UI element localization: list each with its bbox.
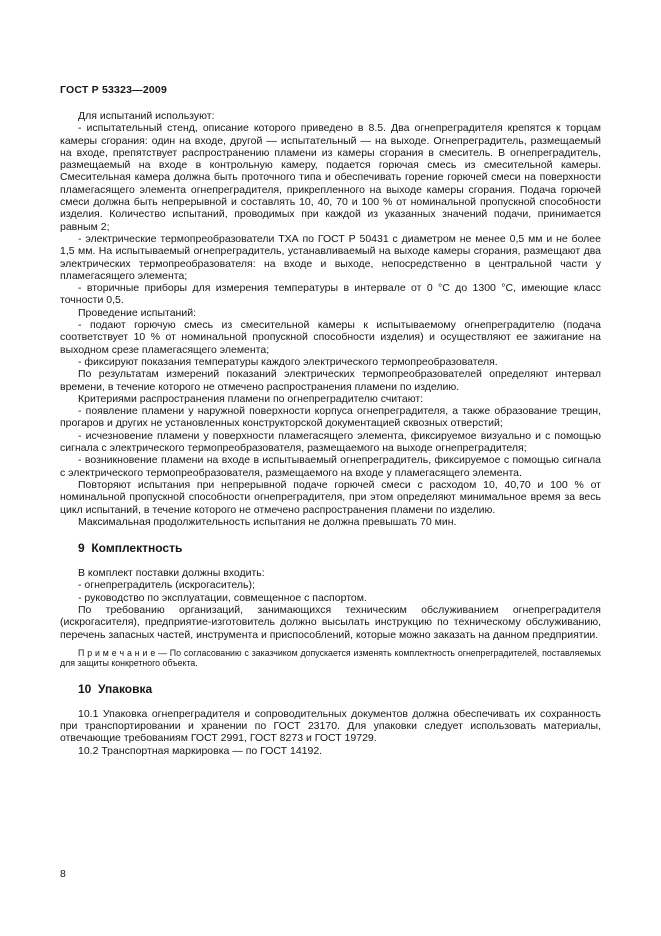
paragraph: - электрические термопреобразователи ТХА по ГОСТ Р 50431 с диаметром не менее 0,5 мм и не более 1,5 мм. На испытываемый огнепреградитель, устанавливаемый на выходе камеры сгорания, размещают два электрических термопреобразователя: на входе и выходе, непосредственно в центральной части у пламегасящего элемента;: [60, 232, 601, 282]
paragraph: Для испытаний используют:: [78, 110, 215, 122]
paragraph: 10.1 Упаковка огнепреградителя и сопроводительных документов должна обеспечивать их сохранность при транспортировании и хранении по ГОСТ 23170. Для упаковки следует использовать материалы, отвечающие требованиям ГОСТ 2991, ГОСТ 8273 и ГОСТ 19729.: [60, 707, 601, 745]
section-heading: 10 Упаковка: [78, 681, 153, 696]
paragraph: - подают горючую смесь из смесительной камеры к испытываемому огнепреградителю (подача соответствует 10 % от номинальной пропускной способности изделия) и осуществляют ее зажигание на выходном срезе пламегасящего элемента;: [60, 319, 601, 356]
paragraph: - вторичные приборы для измерения температуры в интервале от 0 °С до 1300 °С, имеющие класс точности 0,5.: [60, 282, 601, 307]
paragraph: - исчезновение пламени у поверхности пламегасящего элемента, фиксируемое визуально и с помощью сигнала с электрического термопреобразователя, размещаемого на выходе огнепреградителя;: [60, 429, 601, 455]
paragraph: - фиксируют показания температуры каждого электрического термопреобразователя.: [78, 355, 498, 368]
paragraph: В комплект поставки должны входить:: [78, 567, 265, 580]
note-paragraph: П р и м е ч а н и е — По согласованию с заказчиком допускается изменять комплектность огнепреградителей, поставляемых для защиты конкретного объекта.: [60, 647, 601, 669]
paragraph: По требованию организаций, занимающихся техническим обслуживанием огнепреградителя (искрогасителя), предприятие-изготовитель должно высылать инструкцию по техническому обслуживанию, перечень запасных частей, инструмента и приспособлений, которые можно заказать на данном предприятии.: [60, 603, 601, 641]
paragraph: - испытательный стенд, описание которого приведено в 8.5. Два огнепреградителя крепятся к торцам камеры сгорания: один на входе, другой — испытательный — на выходе. Огнепреградитель, размещаемый на входе, препятствует распространению пламени из камеры сгорания в смеситель. В огнепреградитель, размещаемый на входе в контрольную камеру, подается горючая смесь из смесительной камеры. Смесительная камера должна быть проточного типа и обеспечивать горение горючей смеси на поверхности пламегасящего элемента огнепреградителя, прикрепленного на выходе камеры сгорания. Подача горючей смеси должна быть непрерывной и составлять 10, 40, 70 и 100 % от номинальной пропускной способности изделия. Количество испытаний, проводимых при каждой из указанных значений подачи, принимается равным 2;: [60, 122, 601, 233]
paragraph: - возникновение пламени на входе в испытываемый огнепреградитель, фиксируемое с помощью сигнала с электрического термопреобразователя, размещаемого на входе у пламегасящего элемента.: [60, 454, 601, 479]
section-heading: 9 Комплектность: [78, 541, 183, 556]
paragraph: 10.2 Транспортная маркировка — по ГОСТ 14192.: [78, 744, 323, 757]
paragraph: - огнепреградитель (искрогаситель);: [78, 579, 255, 592]
paragraph: Критериями распространения пламени по огнепреградителю считают:: [78, 392, 424, 405]
document-content: [60, 110, 601, 757]
paragraph: Максимальная продолжительность испытания не должна превышать 70 мин.: [78, 515, 457, 528]
paragraph: - появление пламени у наружной поверхности корпуса огнепреградителя, а также образование трещин, прогаров и других не установленных конструкторской документацией сквозных отверстий;: [60, 405, 601, 430]
paragraph: Проведение испытаний:: [78, 306, 197, 319]
page-number: 8: [60, 868, 66, 880]
paragraph: Повторяют испытания при непрерывной подаче горючей смеси с расходом 10, 40,70 и 100 % от номинальной пропускной способности огнепреградителя, при этом определяют минимальное время за весь цикл испытаний, в течение которого не отмечено распространения пламени по изделию.: [60, 478, 601, 516]
paragraph: По результатам измерений показаний электрических термопреобразователей определяют интервал времени, в течение которого не отмечено распространения пламени по изделию.: [60, 368, 601, 393]
paragraph: - руководство по эксплуатации, совмещенное с паспортом.: [78, 591, 367, 604]
document-header: ГОСТ Р 53323—2009: [60, 84, 168, 96]
